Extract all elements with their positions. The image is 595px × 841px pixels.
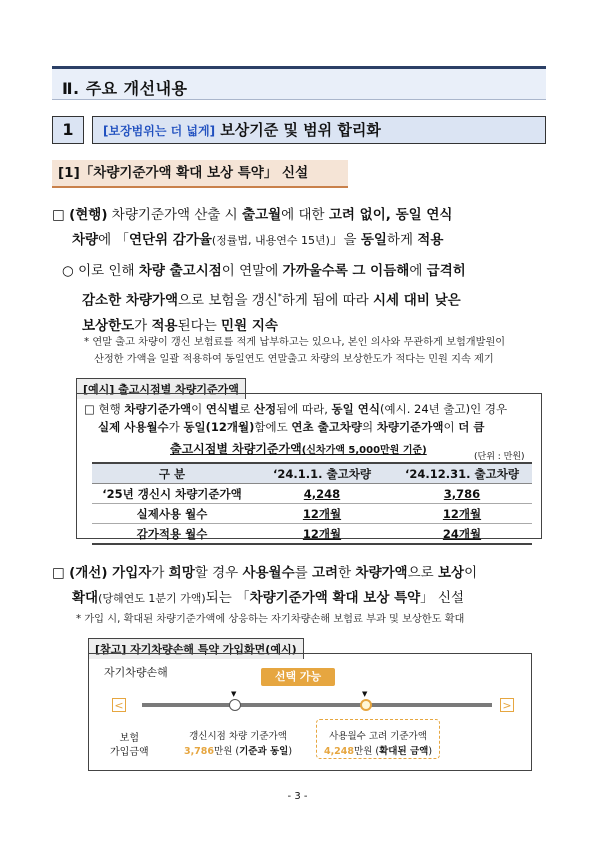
text: 3,786 <box>183 746 215 757</box>
text: 동일(12개월) <box>183 420 255 434</box>
text: 민원 지속 <box>221 317 278 334</box>
text: 에 대한 <box>281 207 329 223</box>
table-cell: 12개월 <box>252 524 392 545</box>
text: 가입자 <box>107 565 152 581</box>
text: (당해연도 1분기 가액) <box>98 592 206 605</box>
text: 사용월수 <box>242 565 295 581</box>
text: 함에도 <box>254 420 292 434</box>
example-text <box>84 400 544 436</box>
text: (정률법, 내용연수 15년) <box>211 234 330 247</box>
text: 이 <box>464 565 478 581</box>
own-damage-label: 자기차량손해 <box>104 666 168 679</box>
text: ) <box>288 746 293 757</box>
text: 차량기준가액 확대 보상 특약 <box>249 590 421 606</box>
text: 를 <box>294 565 312 581</box>
text: 이 <box>443 420 459 434</box>
text: 연초 출고차량 <box>291 420 363 434</box>
text: 확대된 금액 <box>379 746 429 757</box>
text: 출고월 <box>242 207 282 223</box>
table-cell: 실제사용 월수 <box>92 504 252 524</box>
text: 하게 됨에 따라 <box>281 292 373 309</box>
table-cell: 3,786 <box>392 484 532 504</box>
text: 의 <box>362 420 377 434</box>
text: 산정 <box>253 402 277 416</box>
text: 에 <box>409 263 427 279</box>
down-marker-icon: ▼ <box>362 690 368 698</box>
text: 에 「 <box>98 232 129 248</box>
text: 실제 사용월수 <box>98 420 169 434</box>
text: 가 <box>168 420 184 434</box>
value-table <box>92 462 532 545</box>
text: 보험 <box>119 733 139 744</box>
text: 동일 연식 <box>331 402 380 416</box>
text: 가 <box>151 565 169 581</box>
text: * <box>277 292 282 301</box>
table-row <box>92 484 532 504</box>
text: 으로 보험을 갱신 <box>178 292 278 309</box>
text: 연단위 감가율 <box>128 232 212 248</box>
text: 희망 <box>168 565 195 581</box>
text: 동일 <box>360 232 387 248</box>
text: 차량기준가액 <box>124 402 192 416</box>
footnote-2: * 가입 시, 확대된 차량기준가액에 상응하는 자기차량손해 보험료 부과 및 보상한도 확대 <box>76 614 465 625</box>
table-row <box>92 504 532 524</box>
text: 한 <box>338 565 356 581</box>
text: 확대 <box>72 590 99 606</box>
text: 사용월수 고려 기준가액 <box>329 731 427 742</box>
current-label: (현행) <box>69 207 108 223</box>
text: (신차가액 5,000만원 기준) <box>301 445 427 456</box>
text: 갱신시점 차량 기준가액 <box>189 731 287 742</box>
text: 차량 출고시점 <box>138 263 222 279</box>
text: 차량기준가액 산출 시 <box>107 207 243 223</box>
text: 보상 <box>437 565 465 581</box>
text: 하게 <box>386 232 418 248</box>
footnote-line: * 연말 출고 차량이 갱신 보험료를 적게 납부하고는 있으나, 본인 의사와 무관하게 보험개발원이 <box>84 337 506 348</box>
footnote-1 <box>84 334 554 368</box>
text: 된다는 <box>177 317 222 334</box>
text: 되는 「 <box>205 590 250 606</box>
text: 만원 ( <box>214 746 240 757</box>
text: 차량가액 <box>355 565 408 581</box>
text: 으로 <box>407 565 438 581</box>
text: 차량 <box>72 232 99 248</box>
current-paragraph <box>52 203 552 253</box>
table-title <box>170 440 427 457</box>
text: 현행 <box>94 402 125 416</box>
next-arrow-button[interactable]: > <box>500 698 514 712</box>
section-header <box>52 66 546 100</box>
text: 가입금액 <box>110 747 149 758</box>
page-number: - 3 - <box>287 791 308 802</box>
table-cell: 12개월 <box>392 504 532 524</box>
table-row <box>92 524 532 545</box>
text: 로 <box>239 402 254 416</box>
improve-label: (개선) <box>69 565 108 581</box>
text: 이 연말에 <box>221 263 283 279</box>
text: 됨에 따라, <box>276 402 332 416</box>
text: 기준과 동일 <box>239 746 289 757</box>
down-marker-icon: ▼ <box>231 690 237 698</box>
text: 이 <box>191 402 206 416</box>
text: 감소한 차량가액 <box>82 292 178 309</box>
text: 급격히 <box>426 263 466 279</box>
text: 보상한도 <box>82 317 135 334</box>
effect-paragraph <box>62 259 552 339</box>
sub-heading: [1]「차량기준가액 확대 보상 특약」 신설 <box>52 160 348 188</box>
text: 고려 <box>311 565 339 581</box>
text: (예시. 24년 출고)인 경우 <box>380 402 508 416</box>
reference-tab: [참고] 자기차량손해 특약 가입화면(예시) <box>88 638 304 659</box>
square-bullet: □ <box>84 402 95 416</box>
text: 」 신설 <box>420 590 465 606</box>
table-header-cell: ‘24.1.1. 출고차량 <box>252 463 392 484</box>
item-number: 1 <box>52 116 84 144</box>
table-unit: (단위 : 만원) <box>474 452 525 462</box>
item-title-box <box>92 116 546 144</box>
section-title: Ⅱ. 주요 개선내용 <box>62 79 188 98</box>
table-header-row <box>92 463 532 484</box>
text: 이로 인해 <box>78 263 139 279</box>
footnote-line: 산정한 가액을 일괄 적용하여 동일연도 연말출고 차량의 보상한도가 적다는 민원 지속 제기 <box>94 354 494 365</box>
prev-arrow-button[interactable]: < <box>112 698 126 712</box>
circle-bullet: ○ <box>62 263 74 279</box>
table-cell: 24개월 <box>392 524 532 545</box>
table-cell: 감가적용 월수 <box>92 524 252 545</box>
square-bullet: □ <box>52 565 65 581</box>
renewal-value-label <box>176 729 300 759</box>
usage-value-label <box>316 729 440 759</box>
slider-knob-renewal[interactable] <box>229 699 241 711</box>
item-highlight: [보장범위는 더 넓게] <box>103 124 216 138</box>
item-title: 보상기준 및 범위 합리화 <box>215 121 381 139</box>
table-cell: 4,248 <box>252 484 392 504</box>
example-tab: [예시] 출고시점별 차량기준가액 <box>76 378 246 399</box>
insured-amount-label <box>110 732 149 760</box>
text: 시세 대비 낮은 <box>373 292 461 309</box>
slider-knob-usage[interactable] <box>360 699 372 711</box>
text: 더 큼 <box>458 420 485 434</box>
table-header-cell: 구 분 <box>92 463 252 484</box>
text: ) <box>428 746 433 757</box>
improve-paragraph <box>52 561 552 611</box>
text: 가까울수록 그 이듬해 <box>282 263 410 279</box>
text: 연식별 <box>205 402 240 416</box>
text: 차량기준가액 <box>376 420 444 434</box>
text: 」을 <box>329 232 361 248</box>
text: 적용 <box>151 317 178 334</box>
table-cell: ‘25년 갱신시 차량기준가액 <box>92 484 252 504</box>
table-header-cell: ‘24.12.31. 출고차량 <box>392 463 532 484</box>
text: 출고시점별 차량기준가액 <box>170 442 302 456</box>
select-available-badge: 선택 가능 <box>261 668 335 686</box>
text: 4,248 <box>323 746 355 757</box>
slider-track[interactable] <box>142 703 492 707</box>
table-cell: 12개월 <box>252 504 392 524</box>
text: 할 경우 <box>194 565 243 581</box>
text: 고려 없이, 동일 연식 <box>328 207 453 223</box>
text: 만원 ( <box>354 746 380 757</box>
text: 적용 <box>417 232 444 248</box>
square-bullet: □ <box>52 207 65 223</box>
text: 가 <box>134 317 152 334</box>
